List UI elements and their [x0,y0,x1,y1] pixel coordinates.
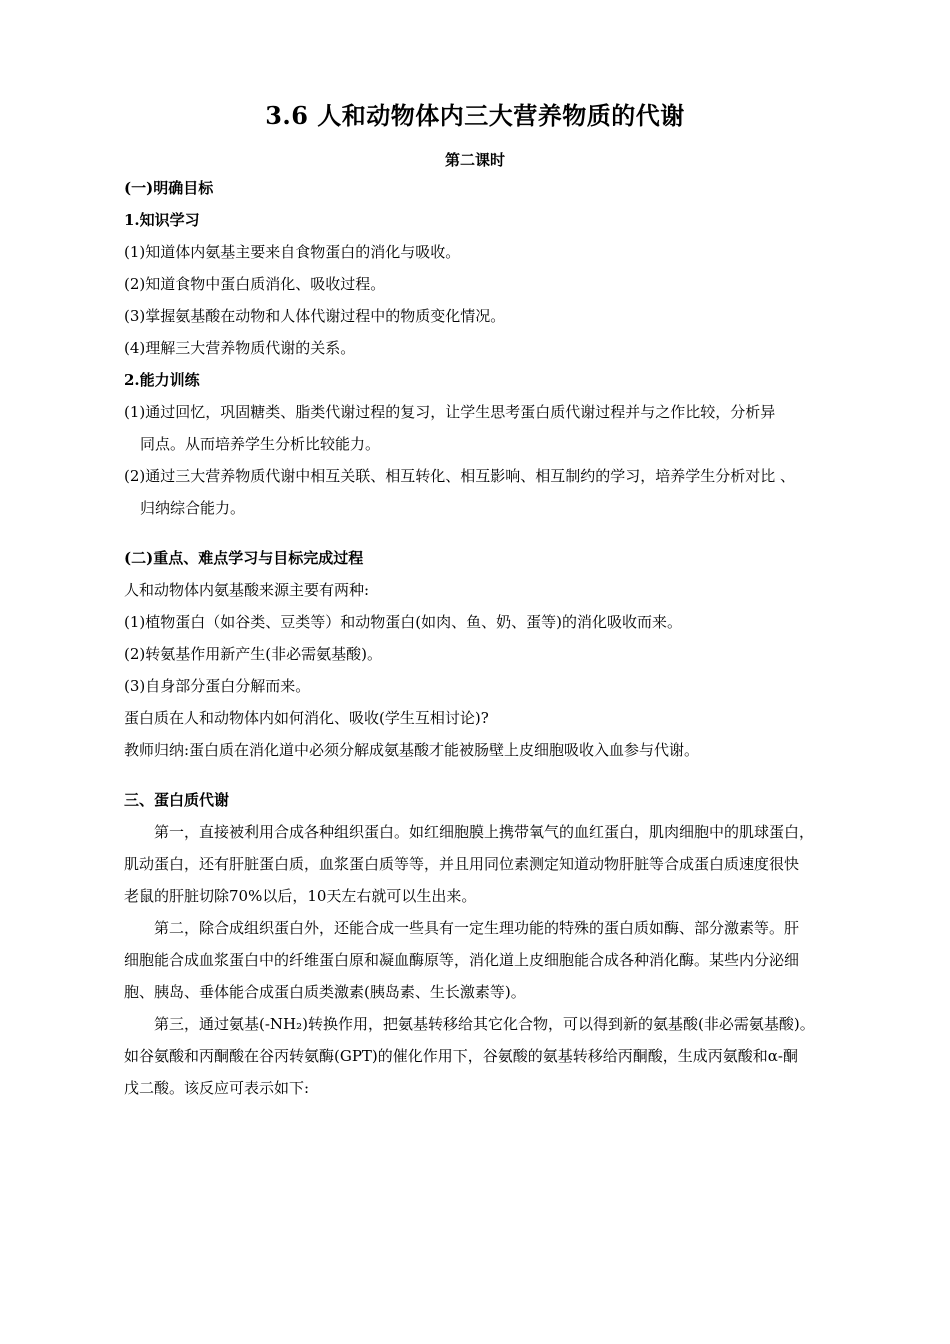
paragraph-line: 细胞能合成血浆蛋白中的纤维蛋白原和凝血酶原等，消化道上皮细胞能合成各种消化酶。某些内分泌细 [124,951,800,969]
paragraph-line: 第三，通过氨基(-NH₂)转换作用，把氨基转移给其它化合物，可以得到新的氨基酸(非必需氨基酸)。 [154,1015,815,1033]
paragraph-line: 老鼠的肝脏切除70%以后，10天左右就可以生出来。 [124,887,477,905]
paragraph-line: 肌动蛋白，还有肝脏蛋白质，血浆蛋白质等等，并且用同位素测定知道动物肝脏等合成蛋白质速度很快 [124,855,800,873]
text-line: (3)自身部分蛋白分解而来。 [124,677,311,695]
text-line: 教师归纳:蛋白质在消化道中必须分解成氨基酸才能被肠壁上皮细胞吸收入血参与代谢。 [124,741,700,759]
list-item: (1)通过回忆，巩固糖类、脂类代谢过程的复习，让学生思考蛋白质代谢过程并与之作比较，分析异 [124,403,776,421]
list-item: (2)通过三大营养物质代谢中相互关联、相互转化、相互影响、相互制约的学习，培养学生分析对比 、 [124,467,796,485]
list-item-continuation: 归纳综合能力。 [140,499,246,517]
list-item: (2)知道食物中蛋白质消化、吸收过程。 [124,275,386,293]
section-heading-keypoints: (二)重点、难点学习与目标完成过程 [124,549,364,567]
text-line: (1)植物蛋白（如谷类、豆类等）和动物蛋白(如肉、鱼、奶、蛋等)的消化吸收而来。 [124,613,682,631]
page-subtitle: 第二课时 [444,151,505,169]
text-line: (2)转氨基作用新产生(非必需氨基酸)。 [124,645,382,663]
subheading-knowledge: 1.知识学习 [124,211,200,229]
subheading-ability: 2.能力训练 [124,371,200,389]
paragraph-line: 如谷氨酸和丙酮酸在谷丙转氨酶(GPT)的催化作用下，谷氨酸的氨基转移给丙酮酸，生成丙氨酸和α-酮 [124,1047,798,1065]
paragraph-line: 胞、胰岛、垂体能合成蛋白质类激素(胰岛素、生长激素等)。 [124,983,526,1001]
paragraph-line: 戊二酸。该反应可表示如下: [124,1079,310,1097]
section-heading-protein-metabolism: 三、蛋白质代谢 [124,791,230,809]
text-line: 蛋白质在人和动物体内如何消化、吸收(学生互相讨论)? [124,709,489,727]
list-item: (4)理解三大营养物质代谢的关系。 [124,339,356,357]
section-heading-goals: (一)明确目标 [124,179,214,197]
paragraph-line: 第一，直接被利用合成各种组织蛋白。如红细胞膜上携带氧气的血红蛋白，肌肉细胞中的肌球蛋白， [154,823,815,841]
text-line: 人和动物体内氨基酸来源主要有两种: [124,581,370,599]
list-item-continuation: 同点。从而培养学生分析比较能力。 [140,435,381,453]
list-item: (1)知道体内氨基主要来自食物蛋白的消化与吸收。 [124,243,461,261]
page-title: 3.6 人和动物体内三大营养物质的代谢 [265,101,685,130]
paragraph-line: 第二，除合成组织蛋白外，还能合成一些具有一定生理功能的特殊的蛋白质如酶、部分激素等。肝 [154,919,800,937]
list-item: (3)掌握氨基酸在动物和人体代谢过程中的物质变化情况。 [124,307,506,325]
